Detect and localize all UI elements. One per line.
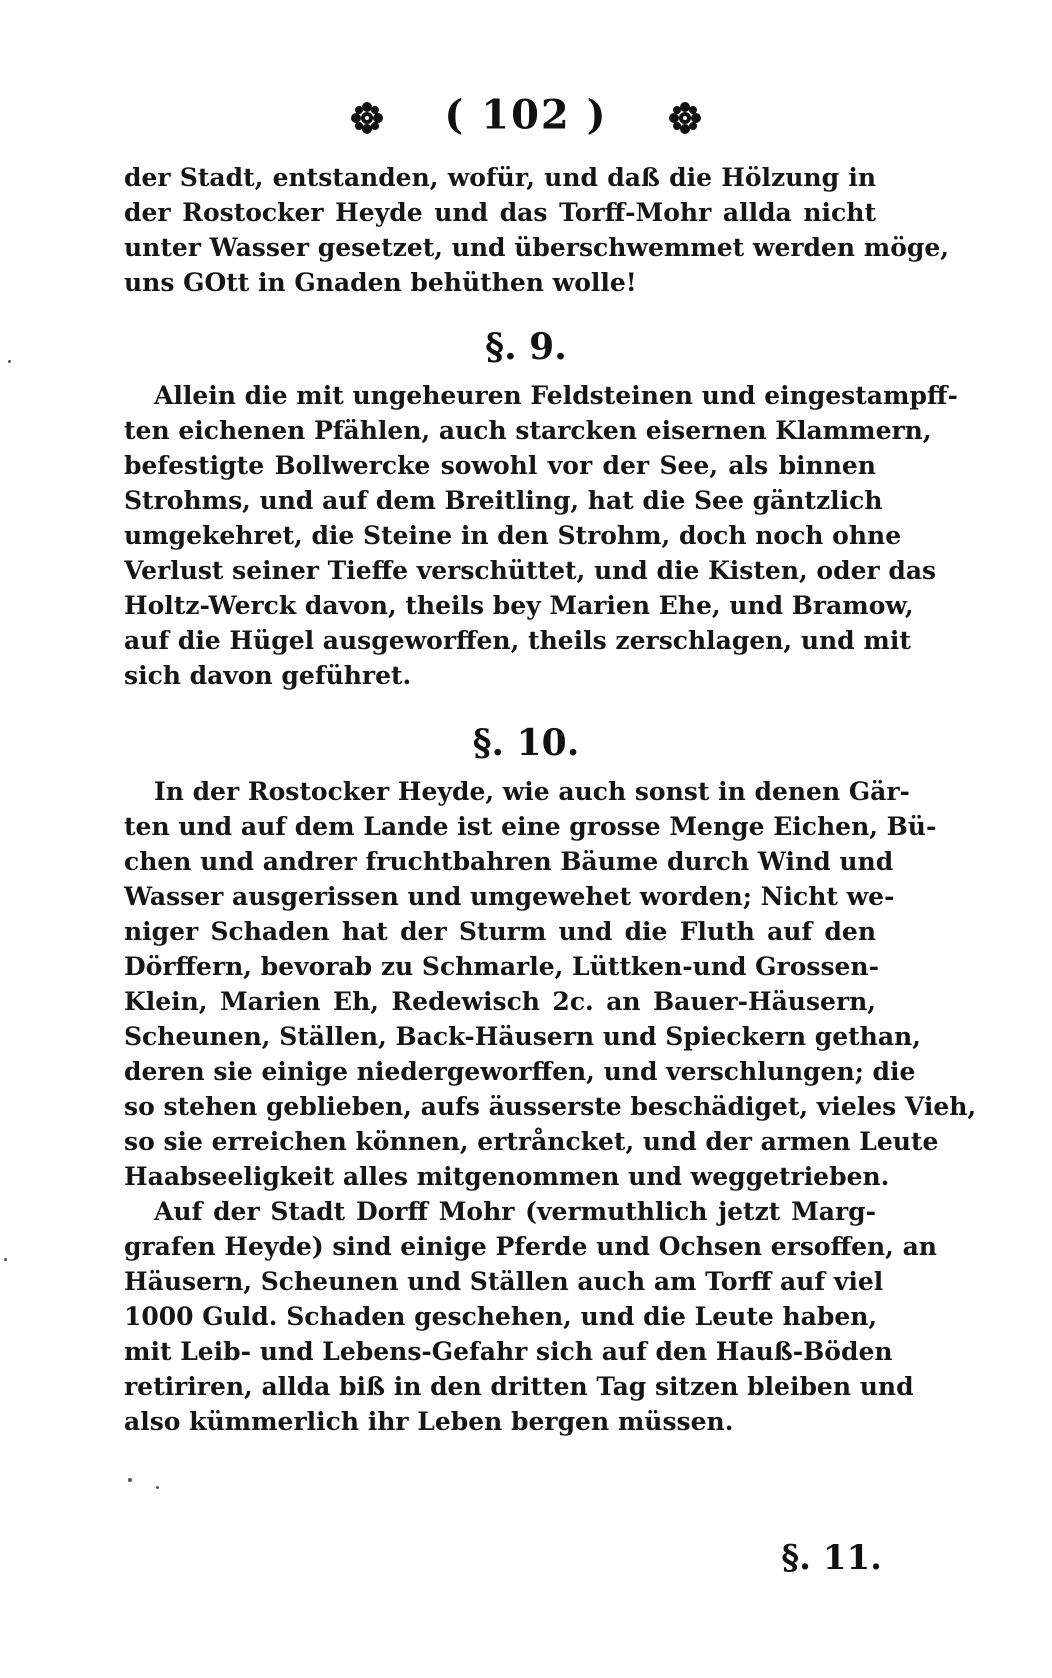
text-line: unter Wasser gesetzet, und überschwemmet werden möge, (124, 233, 949, 262)
floral-ornament-icon (350, 98, 384, 132)
text-line: so stehen geblieben, aufs äusserste beschädiget, vieles Vieh, (124, 1092, 977, 1121)
text-line: Häusern, Scheunen und Ställen auch am Torff auf viel (124, 1267, 884, 1296)
text-line: Dörffern, bevorab zu Schmarle, Lüttken-und Grossen- (124, 952, 879, 981)
print-speck (156, 1486, 159, 1489)
text-line: Verlust seiner Tieffe verschüttet, und die Kisten, oder das (124, 556, 937, 585)
text-line: Auf der Stadt Dorff Mohr (vermuthlich jetzt Marg- (154, 1197, 876, 1226)
catchword: §. 11. (781, 1538, 882, 1578)
section-10-paragraph-1 (124, 774, 977, 1194)
text-line: mit Leib- und Lebens-Gefahr sich auf den Hauß-Böden (124, 1337, 893, 1366)
text-line: der Rostocker Heyde und das Torff-Mohr allda nicht (124, 198, 876, 227)
text-line: so sie erreichen können, ertråncket, und der armen Leute (124, 1127, 939, 1156)
floral-ornament-icon (668, 98, 702, 132)
section-9-paragraph (124, 378, 958, 693)
text-line: Allein die mit ungeheuren Feldsteinen und eingestampff- (154, 381, 958, 410)
text-line: Klein, Marien Eh, Redewisch 2c. an Bauer-Häusern, (124, 987, 876, 1016)
text-line: der Stadt, entstanden, wofür, und daß die Hölzung in (124, 163, 876, 192)
text-line: 1000 Guld. Schaden geschehen, und die Leute haben, (124, 1302, 878, 1331)
section-heading-9: §. 9. (485, 326, 567, 368)
text-line: deren sie einige niedergeworffen, und verschlungen; die (124, 1057, 916, 1086)
text-line: sich davon geführet. (124, 661, 412, 690)
text-line: Wasser ausgerissen und umgewehet worden; Nicht we- (124, 882, 895, 911)
text-line: Haabseeligkeit alles mitgenommen und weggetrieben. (124, 1162, 890, 1191)
text-line: grafen Heyde) sind einige Pferde und Ochsen ersoffen, an (124, 1232, 937, 1261)
text-line: Holtz-Werck davon, theils bey Marien Ehe, und Bramow, (124, 591, 914, 620)
text-line: retiriren, allda biß in den dritten Tag sitzen bleiben und (124, 1372, 914, 1401)
text-line: ten und auf dem Lande ist eine grosse Menge Eichen, Bü- (124, 812, 937, 841)
text-line: chen und andrer fruchtbahren Bäume durch Wind und (124, 847, 894, 876)
text-line: also kümmerlich ihr Leben bergen müssen. (124, 1407, 734, 1436)
text-line: umgekehret, die Steine in den Strohm, doch noch ohne (124, 521, 902, 550)
text-line: niger Schaden hat der Sturm und die Fluth auf den (124, 917, 876, 946)
print-speck (128, 1478, 132, 1482)
print-speck (8, 360, 11, 363)
text-line: uns GOtt in Gnaden behüthen wolle! (124, 268, 637, 297)
page-number: ( 102 ) (444, 91, 608, 139)
section-10-paragraph-2 (124, 1194, 937, 1439)
text-line: Scheunen, Ställen, Back-Häusern und Spieckern gethan, (124, 1022, 921, 1051)
print-speck (4, 1258, 7, 1261)
text-line: In der Rostocker Heyde, wie auch sonst in denen Gär- (154, 777, 910, 806)
section-heading-10: §. 10. (472, 722, 580, 764)
text-line: Strohms, und auf dem Breitling, hat die See gäntzlich (124, 486, 883, 515)
page-header (0, 88, 1052, 139)
intro-paragraph (124, 160, 949, 300)
text-line: auf die Hügel ausgeworffen, theils zerschlagen, und mit (124, 626, 911, 655)
text-line: ten eichenen Pfählen, auch starcken eisernen Klammern, (124, 416, 932, 445)
text-line: befestigte Bollwercke sowohl vor der See, als binnen (124, 451, 876, 480)
